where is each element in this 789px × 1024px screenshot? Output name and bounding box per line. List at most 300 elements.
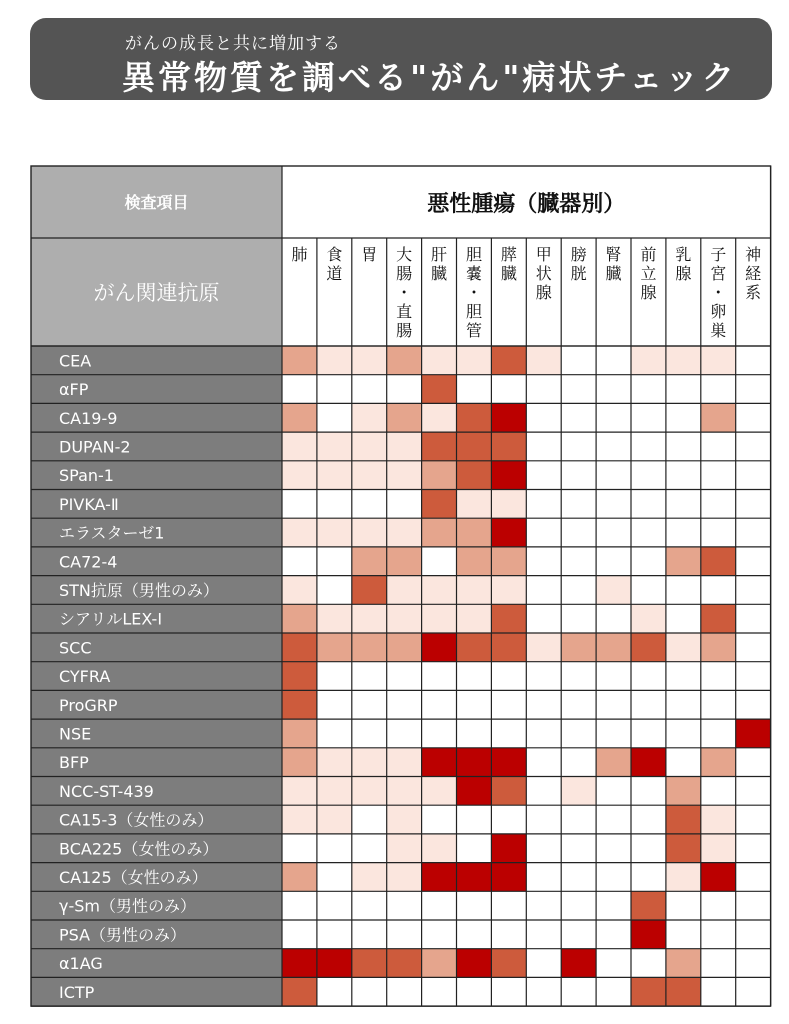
heatmap-cell [526, 863, 561, 892]
heatmap-cell [387, 576, 422, 605]
heatmap-cell [596, 777, 631, 806]
heatmap-cell [317, 547, 352, 576]
heatmap-cell [526, 719, 561, 748]
heatmap-cell [736, 547, 771, 576]
heatmap-cell [736, 403, 771, 432]
heatmap-cell [457, 490, 492, 519]
heatmap-cell [491, 403, 526, 432]
heatmap-cell [666, 920, 701, 949]
heatmap-cell [631, 403, 666, 432]
heatmap-cell [352, 375, 387, 404]
heatmap-cell [526, 490, 561, 519]
heatmap-cell [491, 547, 526, 576]
heatmap-cell [352, 719, 387, 748]
heatmap-cell [736, 834, 771, 863]
heatmap-cell [736, 805, 771, 834]
heatmap-cell [631, 461, 666, 490]
heatmap-cell [736, 719, 771, 748]
heatmap-cell [387, 375, 422, 404]
heatmap-cell [701, 863, 736, 892]
row-label: BFP [59, 753, 89, 773]
heatmap-cell [317, 834, 352, 863]
heatmap-cell [631, 633, 666, 662]
heatmap-cell [352, 805, 387, 834]
heatmap-cell [491, 977, 526, 1006]
heatmap-cell [282, 518, 317, 547]
heatmap-cell [701, 633, 736, 662]
heatmap-cell [526, 633, 561, 662]
heatmap-cell [666, 690, 701, 719]
heatmap-cell [317, 518, 352, 547]
heatmap-cell [666, 461, 701, 490]
heatmap-cell [526, 690, 561, 719]
heatmap-cell [352, 346, 387, 375]
heatmap-cell [736, 490, 771, 519]
heatmap-cell [422, 461, 457, 490]
heatmap-cell [631, 375, 666, 404]
row-label: CA125（女性のみ） [59, 867, 208, 887]
heatmap-cell [352, 518, 387, 547]
heatmap-cell [352, 604, 387, 633]
heatmap-cell [422, 490, 457, 519]
heatmap-cell [422, 346, 457, 375]
heatmap-cell [526, 891, 561, 920]
row-label: シアリルLEX-I [59, 609, 163, 629]
heatmap-cell [701, 547, 736, 576]
column-label: 肝臓 [431, 245, 448, 283]
heatmap-cell [422, 834, 457, 863]
heatmap-cell [491, 719, 526, 748]
heatmap-cell [422, 863, 457, 892]
heatmap-cell [387, 748, 422, 777]
heatmap-cell [596, 518, 631, 547]
heatmap-cell [491, 920, 526, 949]
heatmap-cell [387, 633, 422, 662]
heatmap-cell [631, 977, 666, 1006]
heatmap-cell [596, 633, 631, 662]
heatmap-cell [736, 346, 771, 375]
heatmap-cell [526, 432, 561, 461]
heatmap-cell [422, 547, 457, 576]
heatmap-cell [491, 834, 526, 863]
heatmap-cell [422, 576, 457, 605]
heatmap-cell [666, 777, 701, 806]
heatmap-cell [561, 403, 596, 432]
heatmap-cell [282, 346, 317, 375]
heatmap-cell [631, 805, 666, 834]
heatmap-cell [701, 949, 736, 978]
heatmap-cell [596, 604, 631, 633]
page-title: 異常物質を調べる"がん"病状チェック [122, 58, 738, 97]
heatmap-cell [317, 920, 352, 949]
heatmap-cell [422, 777, 457, 806]
heatmap-cell [387, 920, 422, 949]
heatmap-cell [457, 547, 492, 576]
column-label: 大腸・直腸 [396, 245, 413, 340]
heatmap-cell [457, 518, 492, 547]
heatmap-cell [596, 403, 631, 432]
row-label: CA72-4 [59, 552, 118, 572]
heatmap-cell [422, 805, 457, 834]
heatmap-cell [596, 719, 631, 748]
heatmap-cell [701, 604, 736, 633]
heatmap-cell [596, 891, 631, 920]
heatmap-cell [526, 949, 561, 978]
heatmap-cell [282, 777, 317, 806]
heatmap-cell [282, 863, 317, 892]
heatmap-cell [666, 432, 701, 461]
column-label: 乳腺 [675, 245, 692, 283]
heatmap-cell [631, 834, 666, 863]
heatmap-cell [422, 891, 457, 920]
heatmap-cell [317, 719, 352, 748]
heatmap-cell [561, 432, 596, 461]
heatmap-cell [526, 834, 561, 863]
heatmap-cell [352, 834, 387, 863]
heatmap-cell [422, 977, 457, 1006]
heatmap-cell [457, 633, 492, 662]
heatmap-cell [596, 576, 631, 605]
heatmap-cell [491, 576, 526, 605]
heatmap-cell [457, 662, 492, 691]
column-label: 膵臓 [500, 245, 517, 283]
heatmap-cell [701, 346, 736, 375]
heatmap-cell [422, 604, 457, 633]
heatmap-cell [352, 547, 387, 576]
heatmap-cell [387, 490, 422, 519]
heatmap-cell [526, 576, 561, 605]
heatmap-cell [561, 662, 596, 691]
heatmap-cell [387, 834, 422, 863]
heatmap-cell [561, 461, 596, 490]
heatmap-cell [491, 432, 526, 461]
heatmap-cell [282, 547, 317, 576]
row-label: CA19-9 [59, 408, 118, 428]
heatmap-cell [352, 662, 387, 691]
row-label: SCC [59, 638, 92, 658]
heatmap-cell [422, 633, 457, 662]
heatmap-cell [387, 346, 422, 375]
column-label: 子宮・卵巣 [710, 245, 727, 340]
row-label: CA15-3（女性のみ） [59, 810, 214, 830]
heatmap-cell [491, 346, 526, 375]
heatmap-cell [561, 547, 596, 576]
heatmap-cell [736, 633, 771, 662]
heatmap-cell [352, 403, 387, 432]
heatmap-cell [526, 461, 561, 490]
column-label: 神経系 [745, 245, 762, 302]
heatmap-cell [387, 432, 422, 461]
heatmap-cell [701, 805, 736, 834]
heatmap-cell [491, 375, 526, 404]
heatmap-cell [317, 576, 352, 605]
column-label: 腎臓 [605, 245, 622, 283]
heatmap-cell [666, 949, 701, 978]
heatmap-cell [457, 403, 492, 432]
heatmap-cell [457, 576, 492, 605]
row-label: PIVKA-Ⅱ [59, 494, 119, 514]
heatmap-cell [352, 977, 387, 1006]
heatmap-cell [282, 490, 317, 519]
heatmap-cell [561, 375, 596, 404]
heatmap-cell [457, 346, 492, 375]
heatmap-cell [491, 891, 526, 920]
corner-bottom-label: がん関連抗原 [93, 281, 220, 305]
heatmap-cell [596, 690, 631, 719]
heatmap-cell [596, 805, 631, 834]
heatmap-cell [561, 949, 596, 978]
heatmap-cell [736, 518, 771, 547]
heatmap-cell [666, 547, 701, 576]
heatmap-cell [701, 662, 736, 691]
heatmap-cell [387, 719, 422, 748]
row-label: α1AG [59, 954, 103, 974]
heatmap-cell [387, 518, 422, 547]
heatmap-cell [631, 690, 666, 719]
heatmap-cell [561, 748, 596, 777]
heatmap-cell [387, 777, 422, 806]
heatmap-cell [317, 662, 352, 691]
heatmap-cell [317, 403, 352, 432]
heatmap-cell [526, 977, 561, 1006]
heatmap-cell [317, 748, 352, 777]
heatmap-cell [701, 576, 736, 605]
heatmap-cell [596, 461, 631, 490]
heatmap-cell [422, 949, 457, 978]
heatmap-cell [631, 604, 666, 633]
heatmap-cell [352, 690, 387, 719]
heatmap-cell [596, 977, 631, 1006]
heatmap-cell [491, 863, 526, 892]
heatmap-cell [666, 604, 701, 633]
heatmap-cell [457, 719, 492, 748]
row-label: CEA [59, 351, 92, 371]
heatmap-cell [317, 604, 352, 633]
heatmap-cell [317, 863, 352, 892]
heatmap-cell [526, 403, 561, 432]
heatmap-cell [596, 662, 631, 691]
heatmap-cell [491, 662, 526, 691]
heatmap-cell [631, 748, 666, 777]
heatmap-cell [282, 748, 317, 777]
heatmap-cell [736, 920, 771, 949]
heatmap-cell [491, 690, 526, 719]
heatmap-cell [526, 346, 561, 375]
row-label: SPan-1 [59, 466, 114, 486]
heatmap-cell [352, 748, 387, 777]
heatmap-cell [701, 920, 736, 949]
heatmap-cell [666, 748, 701, 777]
heatmap-cell [422, 375, 457, 404]
heatmap-cell [282, 633, 317, 662]
heatmap-cell [387, 863, 422, 892]
heatmap-cell [736, 748, 771, 777]
heatmap-cell [736, 576, 771, 605]
heatmap-cell [561, 777, 596, 806]
heatmap-cell [352, 863, 387, 892]
heatmap-cell [561, 920, 596, 949]
column-label: 甲状腺 [535, 245, 552, 302]
heatmap-cell [631, 576, 666, 605]
heatmap-cell [422, 748, 457, 777]
heatmap-cell [282, 432, 317, 461]
heatmap-cell [701, 403, 736, 432]
heatmap-cell [596, 490, 631, 519]
heatmap-cell [282, 977, 317, 1006]
heatmap-cell [387, 690, 422, 719]
heatmap-cell [631, 949, 666, 978]
heatmap-cell [387, 604, 422, 633]
heatmap-cell [701, 977, 736, 1006]
heatmap-cell [387, 949, 422, 978]
heatmap-cell [701, 461, 736, 490]
heatmap-cell [491, 949, 526, 978]
heatmap-cell [666, 518, 701, 547]
heatmap-cell [422, 518, 457, 547]
heatmap-cell [666, 633, 701, 662]
heatmap-cell [526, 777, 561, 806]
heatmap-cell [457, 604, 492, 633]
heatmap-cell [387, 547, 422, 576]
heatmap-cell [491, 777, 526, 806]
heatmap-cell [666, 375, 701, 404]
heatmap-cell [282, 662, 317, 691]
heatmap-cell [666, 834, 701, 863]
heatmap-cell [457, 690, 492, 719]
heatmap-cell [491, 604, 526, 633]
row-label: γ-Sm（男性のみ） [59, 896, 196, 916]
heatmap-cell [596, 748, 631, 777]
heatmap-cell [596, 432, 631, 461]
heatmap-cell [631, 518, 666, 547]
heatmap-cell [352, 633, 387, 662]
heatmap-cell [666, 891, 701, 920]
corner-top-label: 検査項目 [124, 193, 189, 212]
heatmap-cell [282, 403, 317, 432]
heatmap-cell [422, 719, 457, 748]
column-label: 膀胱 [570, 245, 587, 283]
heatmap-cell [282, 576, 317, 605]
heatmap-cell [701, 748, 736, 777]
heatmap-cell [666, 490, 701, 519]
heatmap-cell [561, 490, 596, 519]
heatmap-cell [596, 346, 631, 375]
heatmap-cell [352, 576, 387, 605]
heatmap-cell [631, 346, 666, 375]
chart-title: 悪性腫瘍（臓器別） [427, 192, 626, 217]
heatmap-cell [526, 805, 561, 834]
heatmap-cell [736, 977, 771, 1006]
heatmap-cell [457, 461, 492, 490]
heatmap-cell [317, 891, 352, 920]
heatmap-cell [736, 604, 771, 633]
heatmap-cell [736, 432, 771, 461]
heatmap-cell [701, 518, 736, 547]
heatmap-cell [387, 805, 422, 834]
heatmap-cell [422, 662, 457, 691]
heatmap-cell [526, 662, 561, 691]
heatmap-cell [491, 490, 526, 519]
heatmap-cell [526, 375, 561, 404]
heatmap-cell [317, 432, 352, 461]
heatmap-cell [596, 834, 631, 863]
heatmap-cell [561, 518, 596, 547]
heatmap-cell [352, 777, 387, 806]
heatmap-cell [317, 346, 352, 375]
heatmap-cell [736, 662, 771, 691]
heatmap-cell [317, 490, 352, 519]
heatmap-cell [352, 432, 387, 461]
heatmap-cell [491, 633, 526, 662]
heatmap-cell [282, 719, 317, 748]
heatmap-cell [736, 891, 771, 920]
column-label: 胆嚢・胆管 [465, 245, 482, 340]
heatmap-cell [736, 863, 771, 892]
heatmap-cell [317, 633, 352, 662]
heatmap-cell [317, 949, 352, 978]
heatmap-cell [561, 805, 596, 834]
heatmap-cell [631, 432, 666, 461]
heatmap-cell [631, 662, 666, 691]
row-label: αFP [59, 380, 89, 400]
heatmap-cell [491, 805, 526, 834]
heatmap-cell [387, 891, 422, 920]
heatmap-cell [457, 432, 492, 461]
heatmap-cell [701, 375, 736, 404]
heatmap-cell [282, 949, 317, 978]
heatmap-cell [282, 920, 317, 949]
row-label: STN抗原（男性のみ） [59, 580, 219, 600]
heatmap-cell [561, 633, 596, 662]
heatmap-cell [457, 777, 492, 806]
heatmap-cell [282, 604, 317, 633]
heatmap-cell [387, 403, 422, 432]
heatmap-cell [457, 748, 492, 777]
heatmap-cell [701, 690, 736, 719]
row-label: ProGRP [59, 695, 118, 715]
heatmap-cell [666, 719, 701, 748]
heatmap-cell [317, 777, 352, 806]
heatmap-cell [596, 949, 631, 978]
heatmap-cell [422, 920, 457, 949]
heatmap-cell [561, 891, 596, 920]
column-label: 肺 [291, 245, 308, 264]
heatmap-cell [631, 719, 666, 748]
heatmap-cell [596, 863, 631, 892]
heatmap-cell [666, 977, 701, 1006]
heatmap-cell [282, 805, 317, 834]
heatmap-cell [736, 690, 771, 719]
heatmap-cell [282, 834, 317, 863]
row-label: ICTP [59, 982, 95, 1002]
heatmap-cell [352, 490, 387, 519]
heatmap-cell [282, 891, 317, 920]
heatmap-cell [631, 891, 666, 920]
heatmap-cell [317, 977, 352, 1006]
row-label: エラスターゼ1 [59, 523, 165, 543]
heatmap-cell [491, 518, 526, 547]
heatmap-cell [561, 977, 596, 1006]
heatmap-cell [631, 920, 666, 949]
heatmap-cell [561, 834, 596, 863]
heatmap-cell [352, 920, 387, 949]
heatmap-cell [352, 891, 387, 920]
heatmap-cell [457, 805, 492, 834]
heatmap-cell [282, 690, 317, 719]
heatmap-cell [491, 748, 526, 777]
heatmap-cell [596, 920, 631, 949]
row-label: BCA225（女性のみ） [59, 839, 219, 859]
